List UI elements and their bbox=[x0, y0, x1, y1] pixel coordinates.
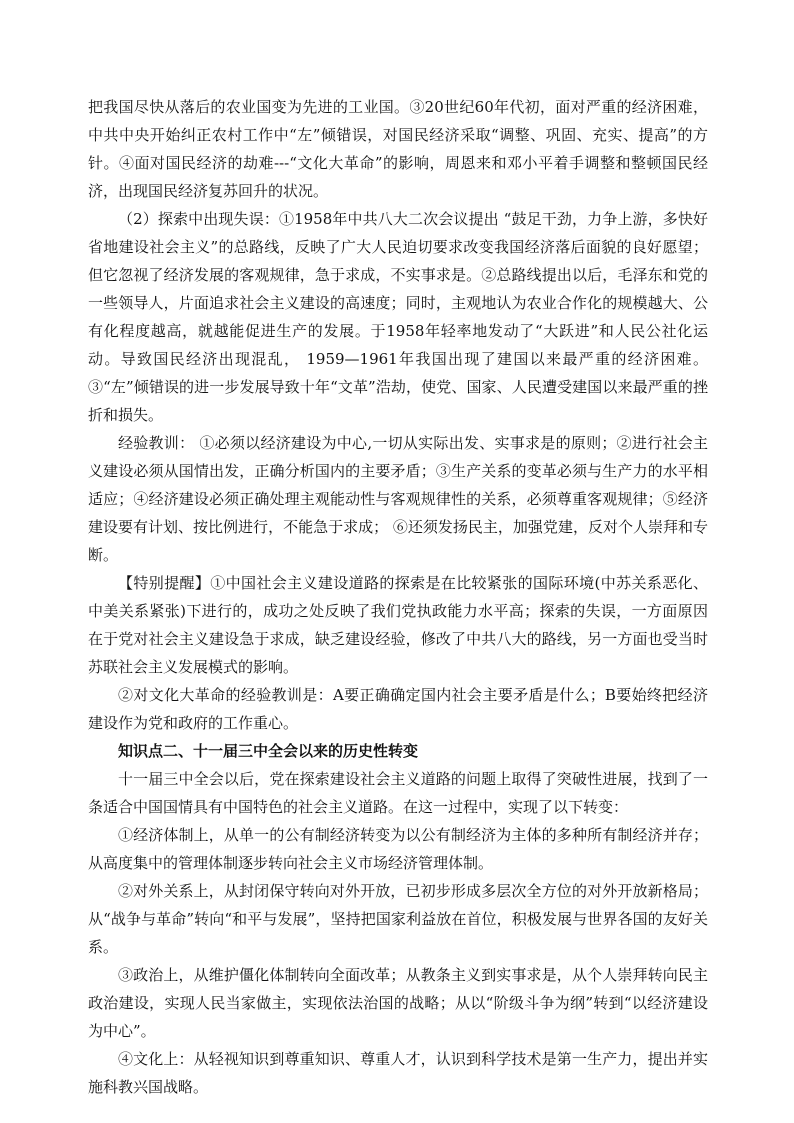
section-heading-knowledge-point-2: 知识点二、十一届三中全会以来的历史性转变 bbox=[118, 742, 419, 760]
paragraph-cultural-revolution-lessons: ②对文化大革命的经验教训是：A要正确确定国内社会主要矛盾是什么；B要始终把经济建设作为党和政府的工作重心。 bbox=[88, 686, 709, 732]
document-body bbox=[88, 93, 708, 1101]
paragraph-culture: ④文化上：从轻视知识到尊重知识、尊重人才，认识到科学技术是第一生产力，提出并实施科教兴国战略。 bbox=[88, 1050, 708, 1096]
paragraph-foreign-relations: ②对外关系上，从封闭保守转向对外开放，已初步形成多层次全方位的对外开放新格局；从“战争与革命”转向“和平与发展”，坚持把国家利益放在首位，积极发展与世界各国的友好关系。 bbox=[88, 882, 708, 956]
paragraph-exploration-mistakes: （2）探索中出现失误：①1958年中共八大二次会议提出 “鼓足干劲，力争上游，多快好省地建设社会主义”的总路线，反映了广大人民迫切要求改变我国经济落后面貌的良好愿望；但它忽视了经济发展的客观规律，急于求成，不实事求是。②总路线提出以后，毛泽东和党的一些领导人，片面追求社会主义建设的高速度；同时，主观地认为农业合作化的规模越大、公有化程度越高，就越能促进生产的发展。于1958年轻率地发动了“大跃进”和人民公社化运动。导致国民经济出现混乱， 1959—1961年我国出现了建国以来最严重的经济困难。③“左”倾错误的进一步发展导致十年“文革”浩劫，使党、国家、人民遭受建国以来最严重的挫折和损失。 bbox=[88, 210, 708, 424]
paragraph-politics: ③政治上，从维护僵化体制转向全面改革；从教条主义到实事求是，从个人崇拜转向民主政治建设，实现人民当家做主，实现依法治国的战略；从以“阶级斗争为纲”转到“以经济建设为中心”。 bbox=[88, 966, 708, 1040]
paragraph-special-reminder: 【特别提醒】①中国社会主义建设道路的探索是在比较紧张的国际环境(中苏关系恶化、中美关系紧张)下进行的，成功之处反映了我们党执政能力水平高；探索的失误，一方面原因在于党对社会主义建设急于求成，缺乏建设经验，修改了中共八大的路线，另一方面也受当时苏联社会主义发展模式的影响。 bbox=[88, 574, 708, 676]
paragraph-economic-system: ①经济体制上，从单一的公有制经济转变为以公有制经济为主体的多种所有制经济并存；从高度集中的管理体制逐步转向社会主义市场经济管理体制。 bbox=[88, 826, 708, 872]
paragraph-third-plenum-intro: 十一届三中全会以后，党在探索建设社会主义道路的问题上取得了突破性进展，找到了一条适合中国国情具有中国特色的社会主义道路。在这一过程中，实现了以下转变： bbox=[88, 770, 708, 816]
paragraph-continuation: 把我国尽快从落后的农业国变为先进的工业国。③20世纪60年代初，面对严重的经济困难，中共中央开始纠正农村工作中“左”倾错误，对国民经济采取“调整、巩固、充实、提高”的方针。④面对国民经济的劫难---“文化大革命”的影响，周恩来和邓小平着手调整和整顿国民经济，出现国民经济复苏回升的状况。 bbox=[88, 98, 708, 200]
paragraph-lessons: 经验教训： ①必须以经济建设为中心,一切从实际出发、实事求是的原则；②进行社会主义建设必须从国情出发，正确分析国内的主要矛盾；③生产关系的变革必须与生产力的水平相适应；④经济建设必须正确处理主观能动性与客观规律性的关系，必须尊重客观规律；⑤经济建设要有计划、按比例进行，不能急于求成； ⑥还须发扬民主，加强党建，反对个人崇拜和专断。 bbox=[88, 434, 708, 564]
